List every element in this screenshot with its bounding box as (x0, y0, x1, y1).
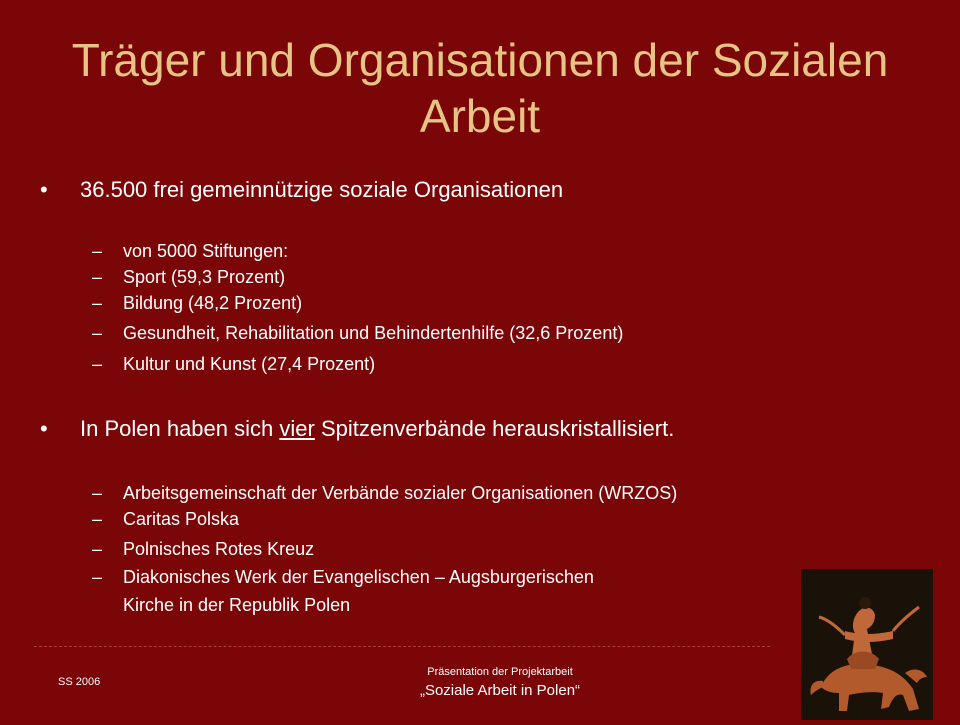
sub-item-text: Gesundheit, Rehabilitation und Behindertenhilfe (32,6 Prozent) (123, 323, 624, 343)
underlined-word: vier (279, 416, 315, 441)
dash-mark: – (92, 267, 103, 287)
sub-item-text: Polnisches Rotes Kreuz (123, 539, 315, 559)
sub-item-text: Arbeitsgemeinschaft der Verbände sozialer Organisationen (WRZOS) (123, 483, 678, 503)
dash-mark: – (92, 241, 103, 261)
dash-mark: – (92, 354, 103, 374)
footer-line-1: Präsentation der Projektarbeit (427, 666, 573, 678)
footer-line-2: „Soziale Arbeit in Polen“ (419, 682, 581, 699)
dash-mark: – (92, 509, 103, 529)
bullet-mark: • (40, 416, 48, 441)
sub-item-text: Diakonisches Werk der Evangelischen – Augsburgerischen (123, 567, 594, 587)
europa-bull-painting (801, 569, 933, 720)
slide-title: Träger und Organisationen der Sozialen Arbeit (71, 34, 889, 142)
dash-mark: – (92, 483, 103, 503)
bullet-text-after: Spitzenverbände herauskristallisiert. (314, 416, 675, 441)
sub-item-text: Caritas Polska (123, 509, 240, 529)
footer-divider (34, 646, 770, 647)
dash-mark: – (92, 323, 103, 343)
bullet-mark: • (40, 177, 48, 202)
footer-semester: SS 2006 (58, 676, 101, 688)
sub-item-text: Kultur und Kunst (27,4 Prozent) (123, 354, 376, 374)
greek-vase-image (801, 569, 933, 720)
bullet-text: 36.500 frei gemeinnützige soziale Organisationen (80, 177, 564, 202)
sub-item-text: Sport (59,3 Prozent) (123, 267, 286, 287)
dash-mark: – (92, 567, 103, 587)
bullet-text-before: In Polen haben sich (80, 416, 280, 441)
footer-title (340, 664, 660, 702)
bullet-text (80, 416, 674, 442)
sub-item-text: von 5000 Stiftungen: (123, 241, 289, 261)
sub-item-text: Kirche in der Republik Polen (123, 595, 351, 615)
dash-mark: – (92, 293, 103, 313)
dash-mark: – (92, 539, 103, 559)
sub-item-text: Bildung (48,2 Prozent) (123, 293, 303, 313)
